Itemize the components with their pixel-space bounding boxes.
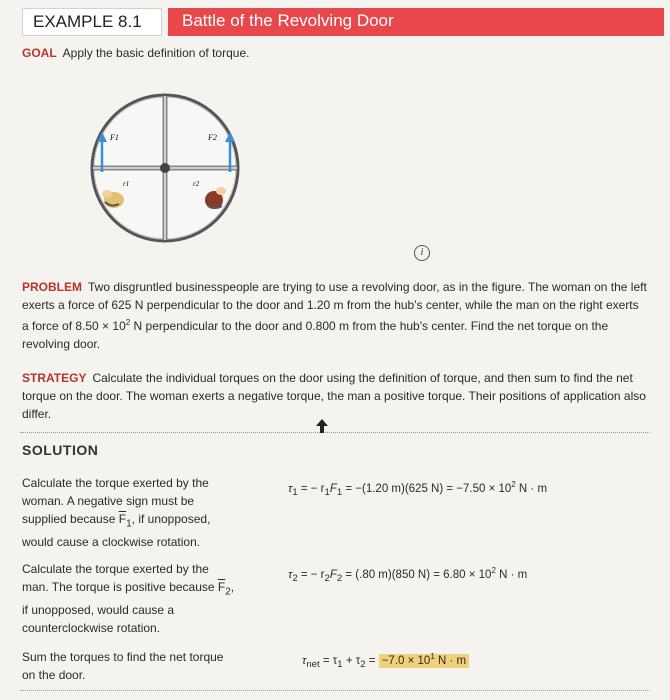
example-header	[0, 8, 664, 36]
solution-step-3-equation: $\tau_{net} = \tau_1 + \tau_2 = -7.0 \times 10^1$ N · m	[302, 652, 469, 670]
strategy-paragraph	[22, 369, 647, 423]
info-icon[interactable]: i	[414, 245, 430, 261]
strategy-label: STRATEGY	[22, 371, 87, 385]
goal-text: Apply the basic definition of torque.	[62, 46, 250, 60]
goal-line	[22, 46, 249, 60]
example-title: Battle of the Revolving Door	[168, 8, 664, 36]
goal-label: GOAL	[22, 46, 57, 60]
solution-step-3-text: Sum the torques to find the net torque on the door.	[22, 650, 224, 682]
solution-step-2-equation: $\tau_2$ = − $r_2F_2 = (.80$ m)(850 $N) = 6.80 \times 10^2$ N · m	[288, 566, 528, 585]
problem-label: PROBLEM	[22, 280, 82, 294]
r2-label: r2	[193, 180, 200, 188]
f2-label: F2	[208, 133, 217, 142]
solution-step-1-equation: $\tau_1$ = − $r_1F_1 = -(1.20$ m)(625 $N) = -7.50 \times 10^2$ N · m	[288, 480, 548, 499]
bottom-divider	[20, 690, 650, 691]
solution-heading: SOLUTION	[22, 442, 99, 458]
f1-label: F1	[110, 133, 119, 142]
problem-paragraph: PROBLEM Two disgruntled businesspeople are trying to use a revolving door, as in the figure. The woman on the left exerts a force of 625 N perpendicular to the door and 1.20 m from the hub's center, while the man on the right exerts a force of $8.50 \times 10^2$ N perpendicular to the door and 0.800 m from the hub's center. Find the net torque on the revolving door.	[22, 280, 647, 351]
revolving-door-figure	[80, 90, 250, 250]
example-number: EXAMPLE 8.1	[22, 8, 162, 36]
net-torque-result: $-7.0 \times 10^1$ N · m	[379, 654, 469, 668]
solution-step-1-text: Calculate the torque exerted by the woman. A negative sign must be supplied because $\overline{F}_1$, if unopposed, would cause a clockwise rotation.	[22, 476, 211, 550]
r1-label: r1	[123, 180, 130, 188]
door-hub	[160, 163, 170, 173]
mouse-cursor-icon	[316, 419, 328, 433]
revolving-door-diagram	[80, 90, 250, 250]
solution-step-2-text: Calculate the torque exerted by the man. The torque is positive because $\overline{F}_2$, if unopposed, would cause a counterclockwise rotation.	[22, 562, 235, 636]
divider	[20, 432, 650, 433]
strategy-text: Calculate the individual torques on the door using the definition of torque, and then sum to find the net torque on the door. The woman exerts a negative torque, the man a positive torque. Their positions of application also differ.	[22, 371, 646, 421]
